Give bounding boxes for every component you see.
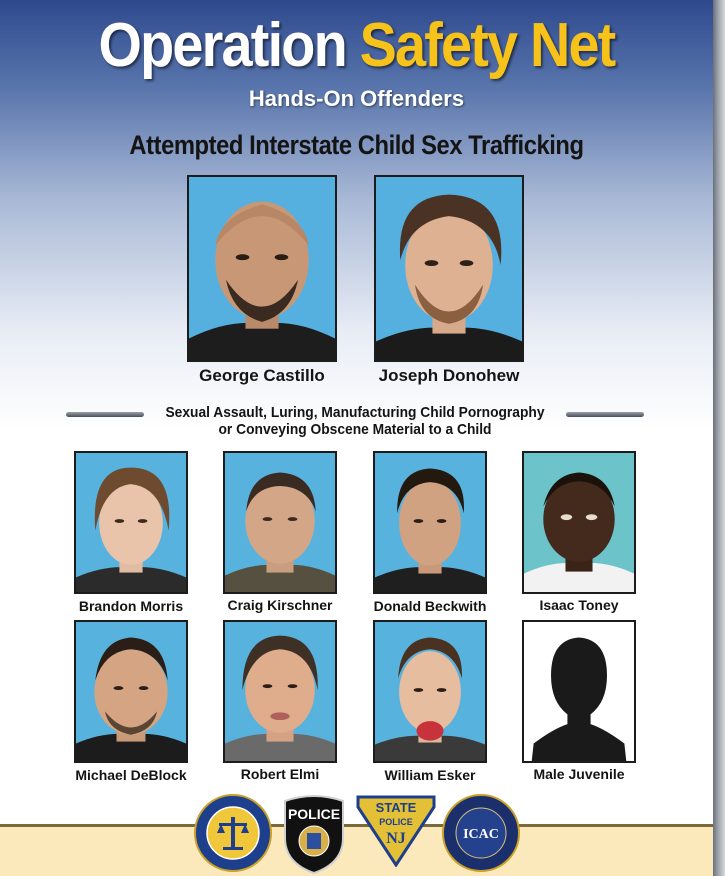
police-badge-icon — [279, 793, 349, 875]
person-photo-icon — [524, 453, 634, 592]
name-donald-beckwith: Donald Beckwith — [373, 598, 487, 614]
assault-heading-line2: or Conveying Obscene Material to a Child — [218, 421, 492, 438]
name-isaac-toney: Isaac Toney — [539, 597, 619, 613]
mugshot-george-castillo — [187, 175, 337, 362]
name-male-juvenile: Male Juvenile — [533, 766, 625, 782]
person-photo-icon — [376, 177, 522, 360]
name-joseph-donohew: Joseph Donohew — [378, 366, 520, 385]
title-safety-net: Safety Net — [359, 11, 615, 80]
person-photo-icon — [225, 622, 335, 761]
person-photo-icon — [189, 177, 335, 360]
trafficking-heading: Attempted Interstate Child Sex Trafficking — [129, 130, 584, 160]
mugshot-brandon-morris — [74, 451, 188, 594]
name-george-castillo: George Castillo — [199, 366, 325, 385]
person-photo-icon — [375, 622, 485, 761]
state-badge-text: STATE — [375, 800, 417, 815]
divider-left — [66, 412, 144, 417]
name-michael-deblock: Michael DeBlock — [75, 767, 187, 783]
name-william-esker: William Esker — [384, 767, 476, 783]
poster-title — [36, 10, 678, 82]
mugshot-william-esker — [373, 620, 487, 763]
page-edge — [713, 0, 725, 876]
person-photo-icon — [76, 453, 186, 592]
mugshot-joseph-donohew — [374, 175, 524, 362]
poster-subtitle: Hands-On Offenders — [248, 86, 465, 111]
state-badge-code: NJ — [386, 830, 406, 847]
state-badge-subtext: POLICE — [379, 817, 413, 827]
mugshot-isaac-toney — [522, 451, 636, 594]
title-operation: Operation — [98, 11, 346, 80]
mugshot-michael-deblock — [74, 620, 188, 763]
assault-heading-line1: Sexual Assault, Luring, Manufacturing Child Pornography — [165, 404, 545, 421]
police-badge-text: POLICE — [287, 806, 341, 822]
mugshot-donald-beckwith — [373, 451, 487, 594]
name-robert-elmi: Robert Elmi — [240, 766, 320, 782]
person-silhouette-icon — [524, 622, 634, 761]
mugshot-robert-elmi — [223, 620, 337, 763]
icac-seal-icon — [441, 793, 521, 873]
person-photo-icon — [375, 453, 485, 592]
state-police-badge-icon — [356, 795, 436, 867]
assault-heading — [162, 404, 548, 438]
name-brandon-morris: Brandon Morris — [78, 598, 184, 614]
divider-right — [566, 412, 644, 417]
silhouette-male-juvenile — [522, 620, 636, 763]
icac-seal-text: ICAC — [463, 827, 499, 842]
person-photo-icon — [76, 622, 186, 761]
attorney-general-seal-icon — [193, 793, 273, 873]
mugshot-craig-kirschner — [223, 451, 337, 594]
name-craig-kirschner: Craig Kirschner — [227, 597, 333, 613]
person-photo-icon — [225, 453, 335, 592]
